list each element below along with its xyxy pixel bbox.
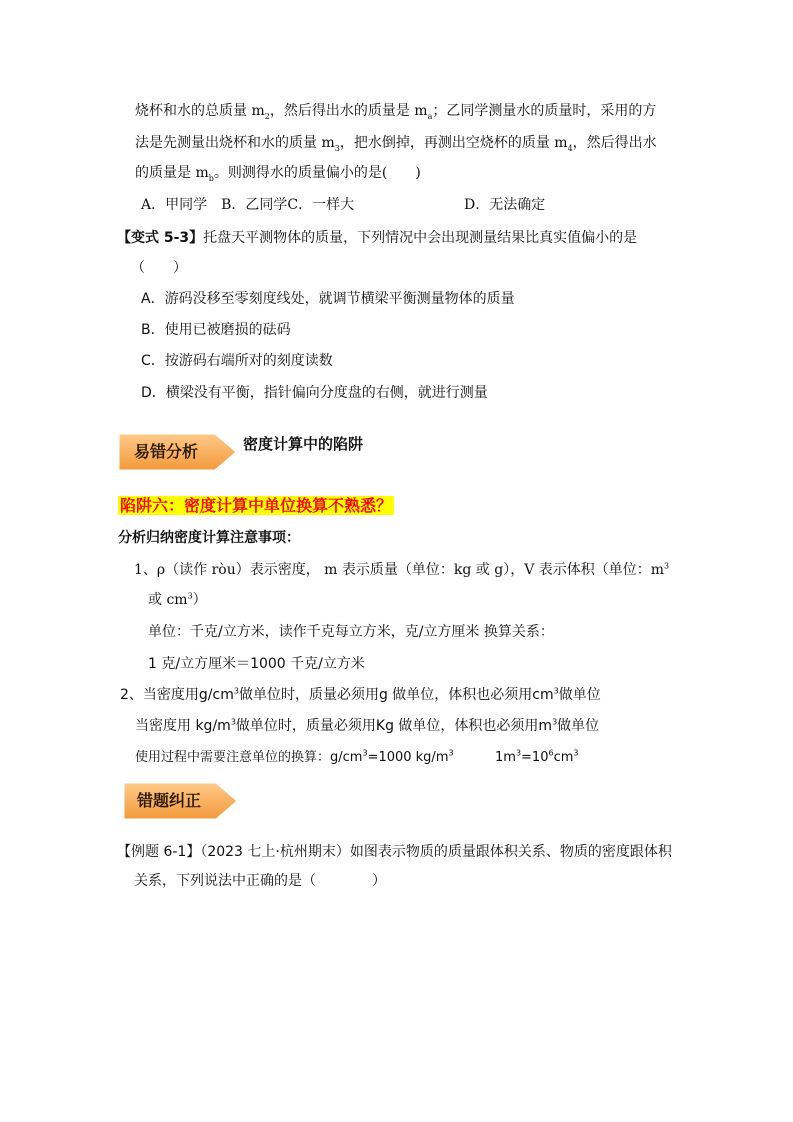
p1-line-1: 烧杯和水的总质量 $m_2$，然后得出水的质量是 $m_a$；乙同学测量水的质量时，采用的方	[135, 103, 657, 121]
summary-line-7: 使用过程中需要注意单位的换算：$g/cm^3=1000$ $kg/m^3$	[135, 748, 454, 765]
section-title: 密度计算中的陷阱	[243, 435, 364, 453]
summary-line-1: 1、ρ（读作 ròu）表示密度， m 表示质量（单位：kg 或 g），V 表示体积（单位：$m^3$	[134, 561, 670, 578]
summary-line-5: 2、当密度用$g/cm^3$做单位时，质量必须用g 做单位，体积也必须用$cm^3$做单位	[120, 686, 601, 703]
question-tag: 【变式 5-3】	[117, 230, 204, 246]
summary-line-2: 或 $cm^3$）	[148, 591, 207, 608]
question-5-3-paren: （ ）	[131, 260, 187, 276]
option-c: C．一样大	[287, 197, 355, 213]
option-a: A．甲同学	[141, 197, 208, 213]
trap-title: 陷阱六：密度计算中单位换算不熟悉？	[120, 496, 393, 515]
question-5-3-option-c: C．按游码右端所对的刻度读数	[141, 353, 333, 369]
p1-options	[141, 195, 354, 215]
question-tag: 【例题 6-1】	[117, 844, 201, 860]
summary-line-6: 当密度用 $kg/m^3$做单位时，质量必须用Kg 做单位，体积也必须用$m^3$做单位	[135, 717, 600, 734]
question-5-3-option-b: B．使用已被磨损的砝码	[141, 322, 291, 338]
question-5-3-option-d: D．横梁没有平衡，指针偏向分度盘的右侧，就进行测量	[141, 385, 488, 401]
summary-line-3: 单位：千克/立方米，读作千克每立方米，克/立方厘米 换算关系：	[148, 624, 554, 640]
summary-heading: 分析归纳密度计算注意事项：	[118, 530, 300, 546]
summary-line-4: 1 克/立方厘米＝1000 千克/立方米	[148, 656, 365, 672]
section-tag-error-analysis: 易错分析	[118, 433, 238, 471]
p1-line-2: 法是先测量出烧杯和水的质量 $m_3$，把水倒掉，再测出空烧杯的质量 $m_4$，然后得出水	[135, 135, 657, 153]
option-d: D．无法确定	[464, 197, 546, 213]
question-6-1: 【例题 6-1】（2023 七上·杭州期末）如图表示物质的质量跟体积关系、物质的密度跟体积	[117, 844, 672, 860]
question-5-3: 【变式 5-3】托盘天平测物体的质量，下列情况中会出现测量结果比真实值偏小的是	[117, 230, 638, 246]
question-5-3-option-a: A．游码没移至零刻度线处，就调节横梁平衡测量物体的质量	[141, 291, 515, 307]
section-tag-error-correction: 错题纠正	[123, 782, 239, 820]
p1-line-3: 的质量是 $m_b$。则测得水的质量偏小的是( )	[135, 165, 421, 183]
question-6-1-line-2: 关系，下列说法中正确的是（ ）	[134, 873, 386, 889]
summary-line-7-conversion: $1m^3=10^6cm^3$	[495, 748, 579, 765]
option-b: B．乙同学	[221, 197, 288, 213]
